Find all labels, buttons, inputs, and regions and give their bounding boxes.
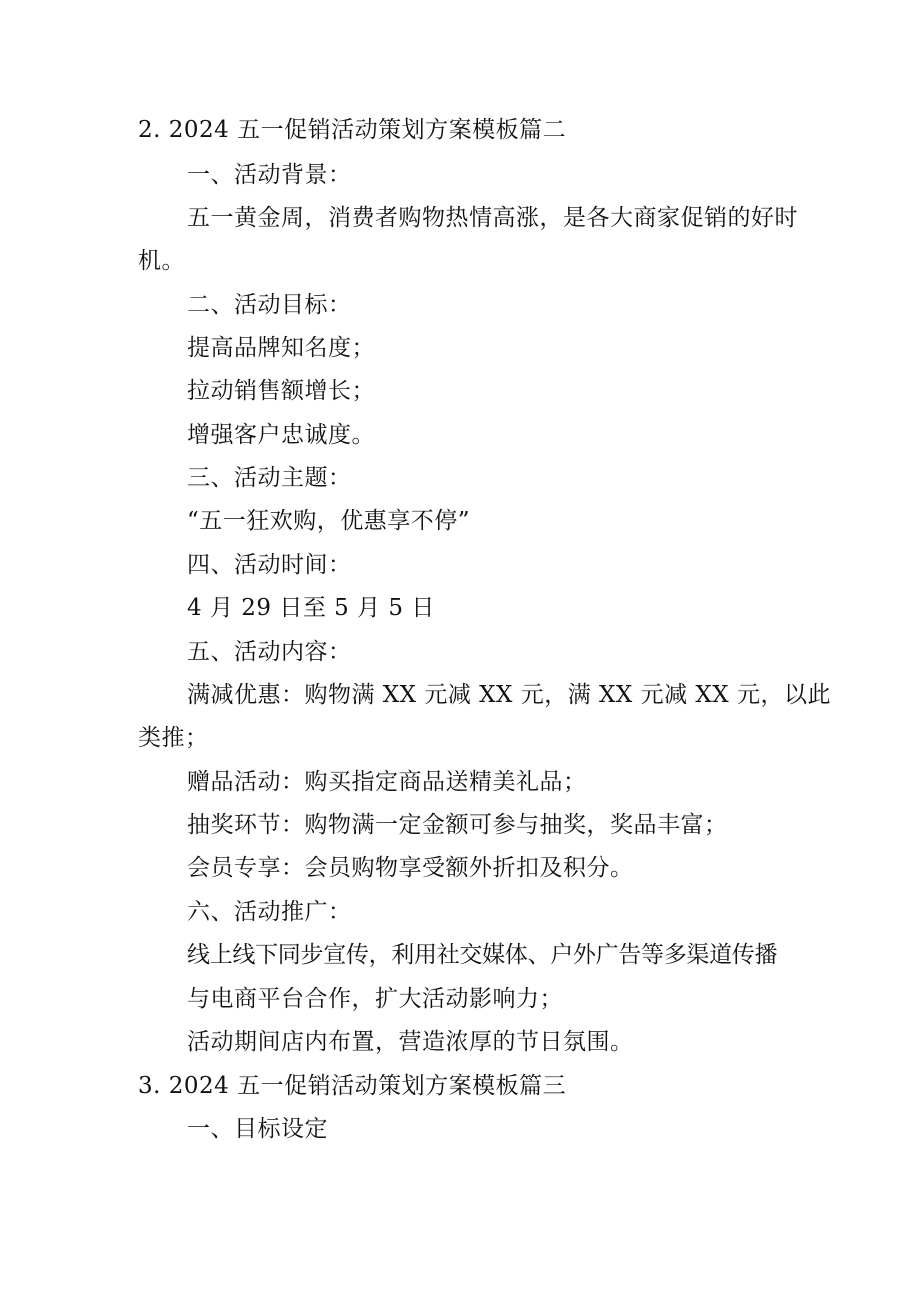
time-heading: 四、活动时间： (187, 552, 352, 578)
goals-heading: 二、活动目标： (187, 292, 352, 318)
theme-heading: 三、活动主题： (187, 465, 352, 491)
content-item-3: 抽奖环节：购物满一定金额可参与抽奖，奖品丰富； (187, 812, 728, 838)
promotion-heading: 六、活动推广： (187, 899, 352, 925)
background-text-line1: 五一黄金周，消费者购物热情高涨，是各大商家促销的好时 (187, 205, 798, 231)
theme-text: “五一狂欢购，优惠享不停” (187, 508, 471, 534)
time-text: 4 月 29 日至 5 月 5 日 (187, 595, 435, 621)
goal-item-3: 增强客户忠诚度。 (187, 422, 375, 448)
promotion-item-1: 线上线下同步宣传，利用社交媒体、户外广告等多渠道传播 (187, 942, 778, 968)
section-2-title: 2. 2024 五一促销活动策划方案模板篇二 (138, 117, 567, 143)
promotion-item-2: 与电商平台合作，扩大活动影响力； (187, 986, 563, 1012)
content-item-1-line2: 类推； (138, 725, 209, 751)
goal-item-1: 提高品牌知名度； (187, 335, 375, 361)
section-3-title: 3. 2024 五一促销活动策划方案模板篇三 (138, 1073, 567, 1099)
target-heading: 一、目标设定 (187, 1116, 328, 1142)
promotion-item-3: 活动期间店内布置，营造浓厚的节日氛围。 (187, 1029, 634, 1055)
content-item-1-line1: 满减优惠：购物满 XX 元减 XX 元，满 XX 元减 XX 元，以此 (187, 682, 831, 708)
goal-item-2: 拉动销售额增长； (187, 378, 375, 404)
background-heading: 一、活动背景： (187, 162, 352, 188)
content-item-4: 会员专享：会员购物享受额外折扣及积分。 (187, 855, 634, 881)
content-heading: 五、活动内容： (187, 639, 352, 665)
background-text-line2: 机。 (138, 248, 185, 274)
content-item-2: 赠品活动：购买指定商品送精美礼品； (187, 769, 587, 795)
